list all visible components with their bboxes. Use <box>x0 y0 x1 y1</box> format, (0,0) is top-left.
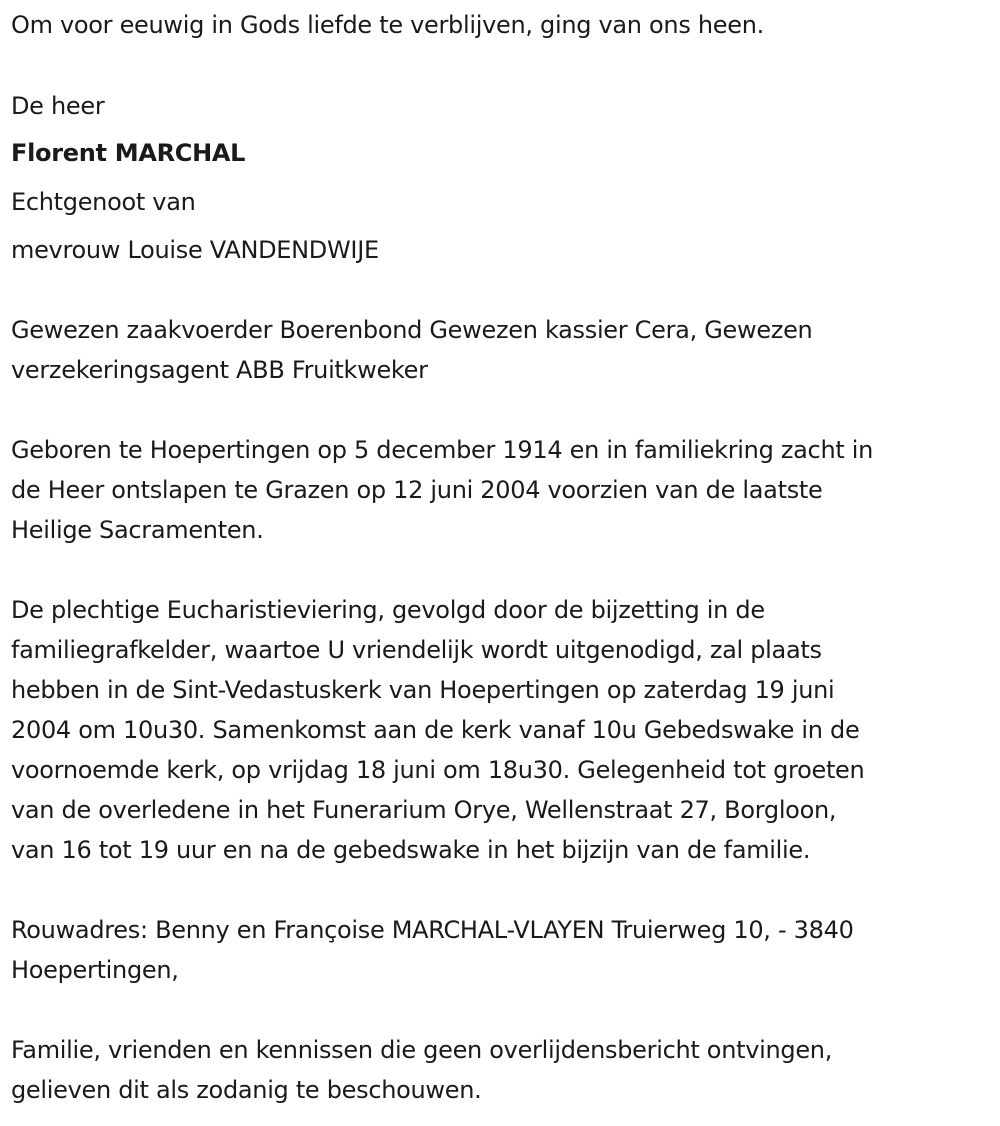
closing-line: gelieven dit als zodanig te beschouwen. <box>11 1076 482 1104</box>
birth-death-paragraph <box>11 430 996 550</box>
ceremony-line: hebben in de Sint-Vedastuskerk van Hoepertingen op zaterdag 19 juni <box>11 676 835 704</box>
birth-death-line: Geboren te Hoepertingen op 5 december 1914 en in familiekring zacht in <box>11 436 874 464</box>
birth-death-line: Heilige Sacramenten. <box>11 516 264 544</box>
occupation-line: verzekeringsagent ABB Fruitkweker <box>11 356 428 384</box>
ceremony-line: 2004 om 10u30. Samenkomst aan de kerk vanaf 10u Gebedswake in de <box>11 716 860 744</box>
intro-text: Om voor eeuwig in Gods liefde te verblijven, ging van ons heen. <box>11 11 764 39</box>
ceremony-line: voornoemde kerk, op vrijdag 18 juni om 18u30. Gelegenheid tot groeten <box>11 756 865 784</box>
closing-paragraph <box>11 1030 996 1110</box>
salutation: De heer <box>11 92 105 120</box>
address-line: Hoepertingen, <box>11 956 179 984</box>
ceremony-line: familiegrafkelder, waartoe U vriendelijk wordt uitgenodigd, zal plaats <box>11 636 822 664</box>
ceremony-line: van de overledene in het Funerarium Orye, Wellenstraat 27, Borgloon, <box>11 796 837 824</box>
occupation-paragraph <box>11 310 996 390</box>
spouse-name: mevrouw Louise VANDENDWIJE <box>11 236 379 264</box>
occupation-line: Gewezen zaakvoerder Boerenbond Gewezen kassier Cera, Gewezen <box>11 316 813 344</box>
deceased-name: Florent MARCHAL <box>11 139 246 167</box>
ceremony-paragraph <box>11 590 996 870</box>
ceremony-line: De plechtige Eucharistieviering, gevolgd door de bijzetting in de <box>11 596 765 624</box>
ceremony-line: van 16 tot 19 uur en na de gebedswake in het bijzijn van de familie. <box>11 836 811 864</box>
closing-line: Familie, vrienden en kennissen die geen overlijdensbericht ontvingen, <box>11 1036 833 1064</box>
address-paragraph <box>11 910 996 990</box>
birth-death-line: de Heer ontslapen te Grazen op 12 juni 2004 voorzien van de laatste <box>11 476 823 504</box>
address-line: Rouwadres: Benny en Françoise MARCHAL-VLAYEN Truierweg 10, - 3840 <box>11 916 854 944</box>
spouse-label: Echtgenoot van <box>11 188 196 216</box>
